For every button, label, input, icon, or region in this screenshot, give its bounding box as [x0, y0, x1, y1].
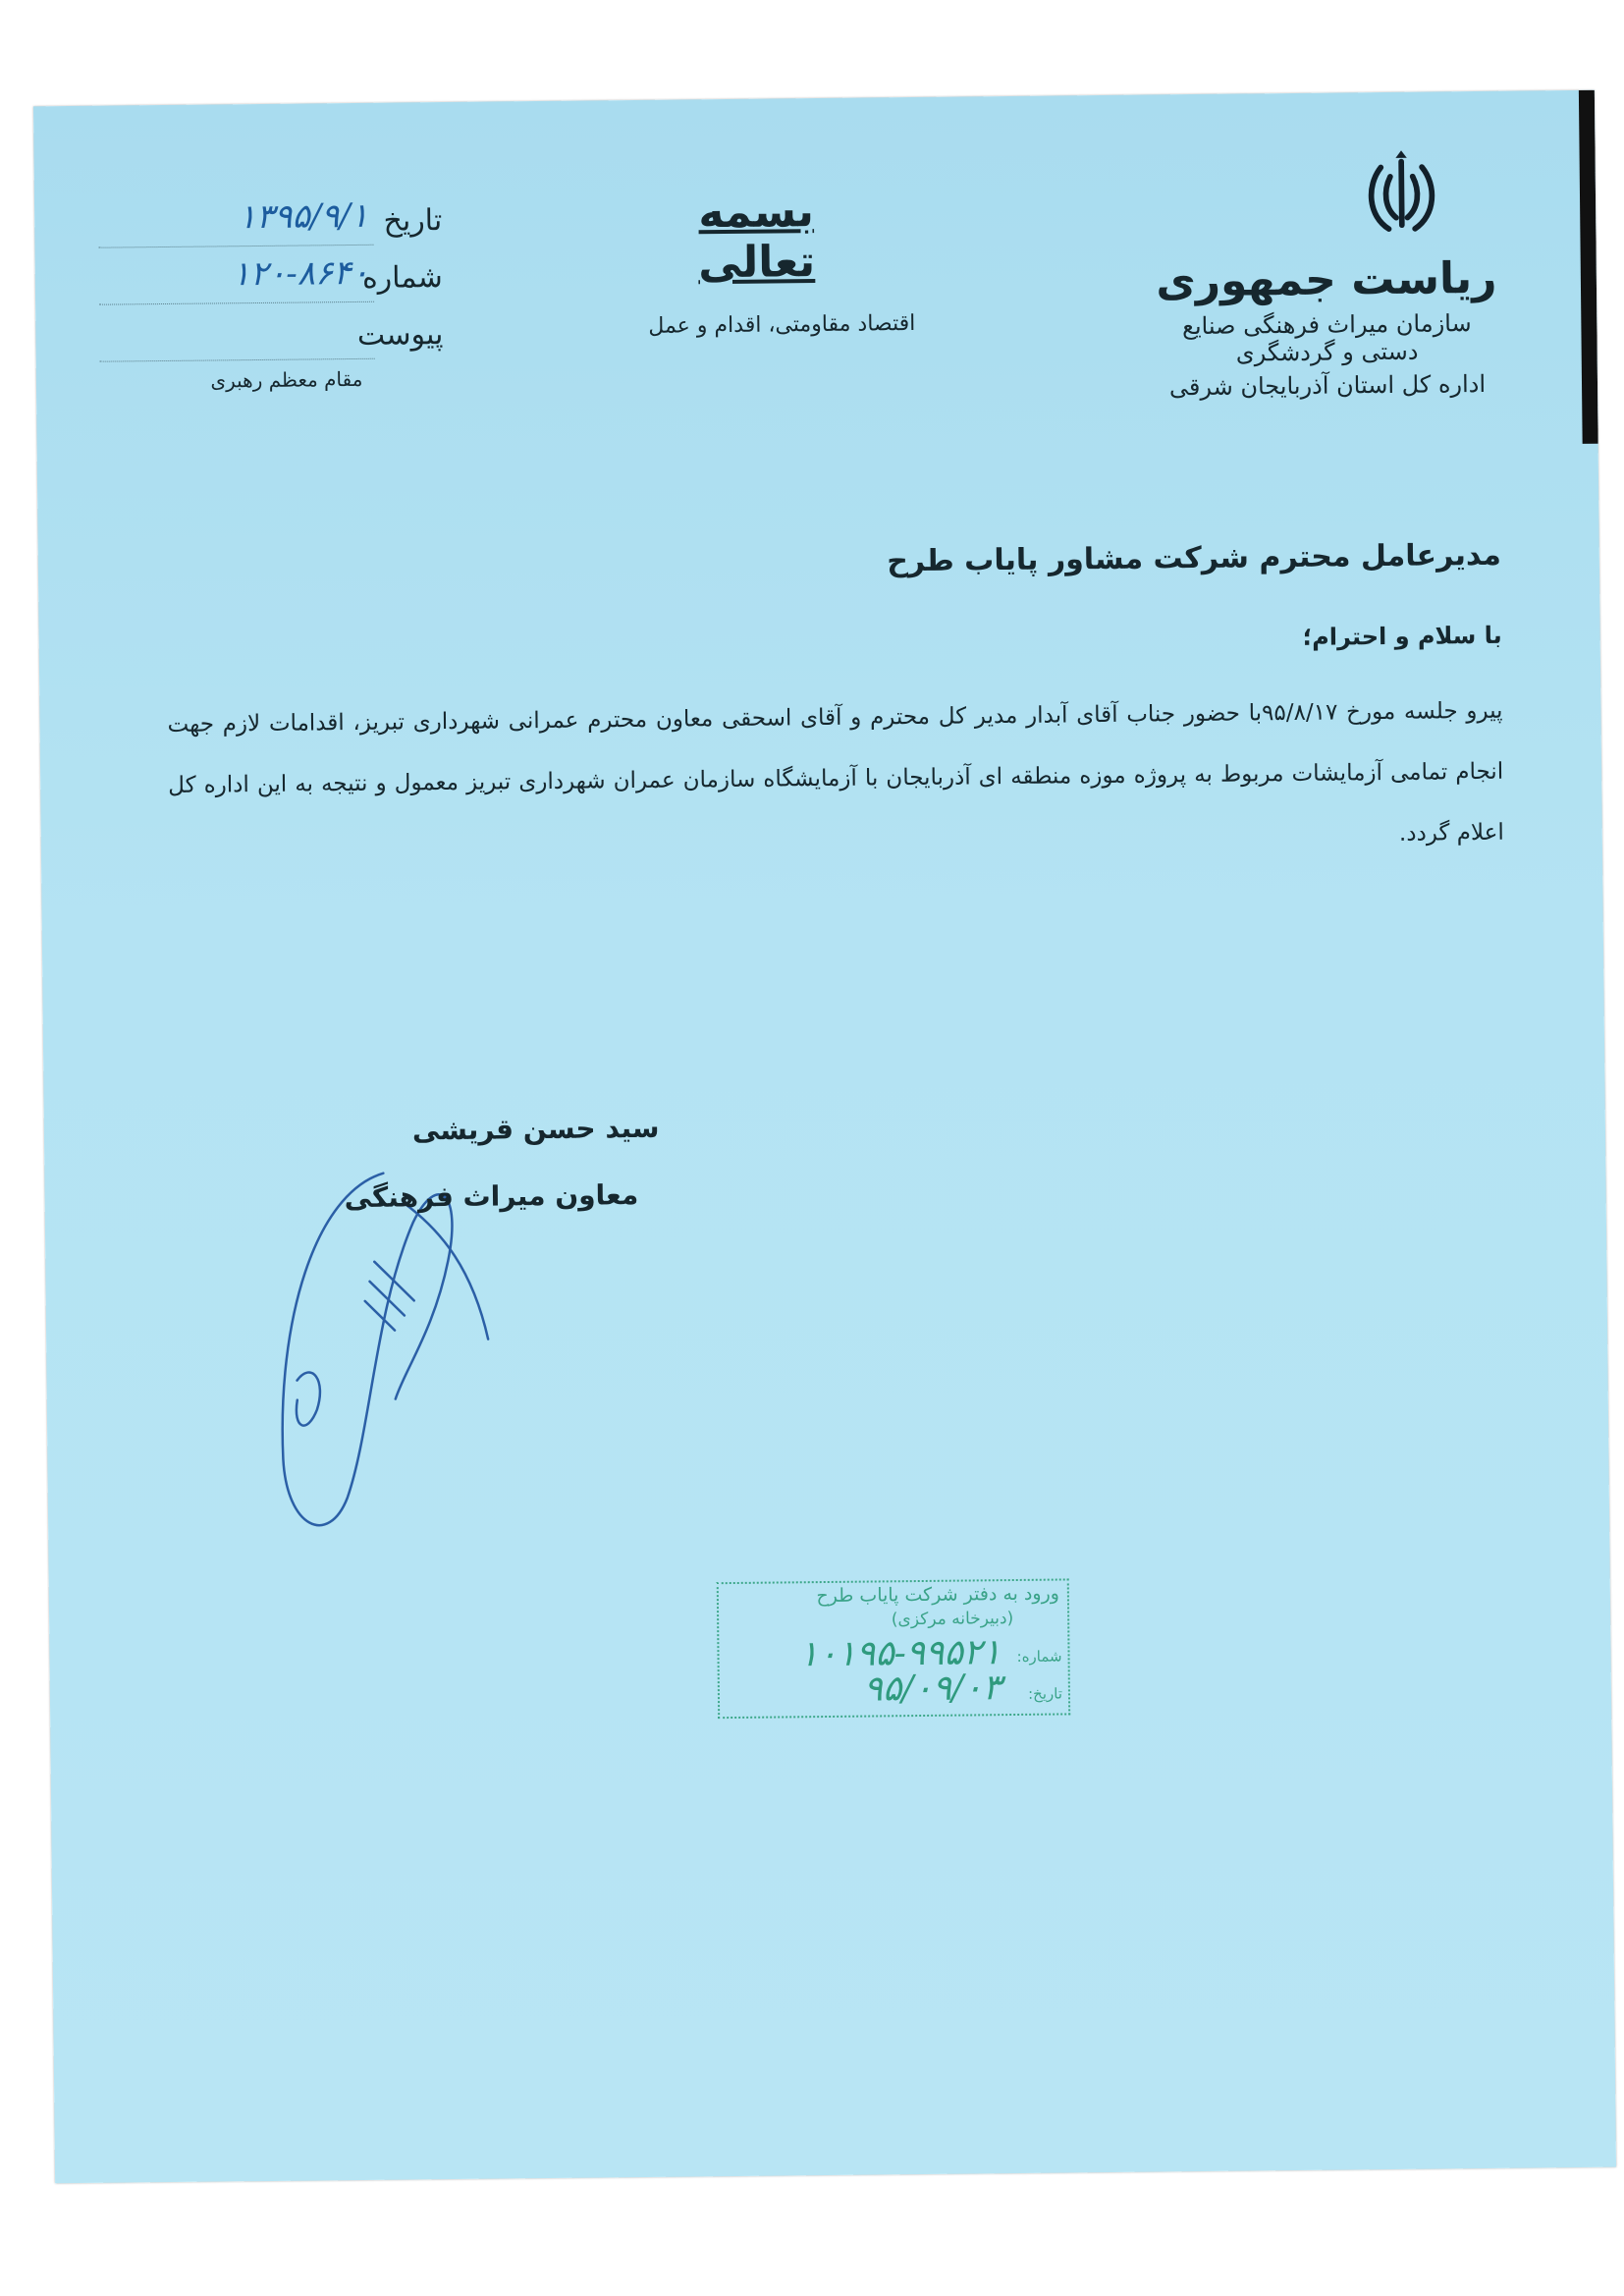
letter-sheet: [33, 90, 1616, 2184]
greeting-line: با سلام و احترام؛: [1302, 621, 1502, 651]
department-name: اداره کل استان آذربایجان شرقی: [1168, 369, 1487, 402]
attachment-label: پیوست: [356, 317, 444, 353]
recipient-line: مدیرعامل محترم شرکت مشاور پایاب طرح: [887, 537, 1502, 579]
organization-block: [1150, 253, 1505, 402]
receipt-stamp: [717, 1578, 1070, 1719]
date-underline: [98, 245, 373, 248]
letter-meta: [88, 195, 444, 394]
slogan-text: اقتصاد مقاومتی، اقدام و عمل: [648, 310, 916, 339]
bismillah-heading: بسمه تعالی: [697, 187, 816, 289]
signer-name: سید حسن قریشی: [411, 1111, 660, 1147]
stamp-number-label: شماره:: [1016, 1647, 1062, 1666]
number-value: ۱۲۰-۸۶۴۰: [232, 252, 369, 295]
organization-name: سازمان میراث فرهنگی صنایع دستی و گردشگری: [1181, 309, 1472, 367]
number-row: [89, 252, 444, 313]
stamp-subtitle: (دبیرخانه مرکزی): [891, 1609, 1014, 1630]
number-underline: [99, 301, 374, 305]
number-label: شماره: [361, 260, 443, 296]
date-label: تاریخ: [383, 203, 443, 239]
letter-body: پیرو جلسه مورخ ۹۵/۸/۱۷با حضور جناب آقای آبدار مدیر کل محترم و آقای اسحقی معاون محترم عمرانی شهرداری تبریز، اقدامات لازم جهت انجام تمامی آزمایشات مربوط به پروژه موزه منطقه ای آذربایجان با آزمایشگاه سازمان عمران شهرداری تبریز معمول و نتیجه به این اداره کل اعلام گردد.: [167, 697, 1504, 847]
signer-title: معاون میراث فرهنگی: [344, 1177, 639, 1215]
stamp-number-value: ۱۰۱۹۵-۹۹۵۲۱: [798, 1632, 1001, 1675]
date-value: ۱۳۹۵/۹/۱: [238, 195, 369, 238]
date-row: [88, 195, 443, 256]
leader-note: مقام معظم رهبری: [210, 366, 363, 393]
stamp-date-label: تاریخ:: [1027, 1684, 1063, 1703]
scan-edge-shadow: [1579, 90, 1598, 444]
presidency-title: ریاست جمهوری: [1156, 252, 1497, 307]
attachment-row: [89, 309, 444, 370]
attachment-underline: [100, 358, 375, 362]
iran-emblem-icon: [1354, 145, 1448, 245]
stamp-date-value: ۹۵/۰۹/۰۳: [863, 1667, 1002, 1710]
stamp-title: ورود به دفتر شرکت پایاب طرح: [816, 1582, 1059, 1608]
